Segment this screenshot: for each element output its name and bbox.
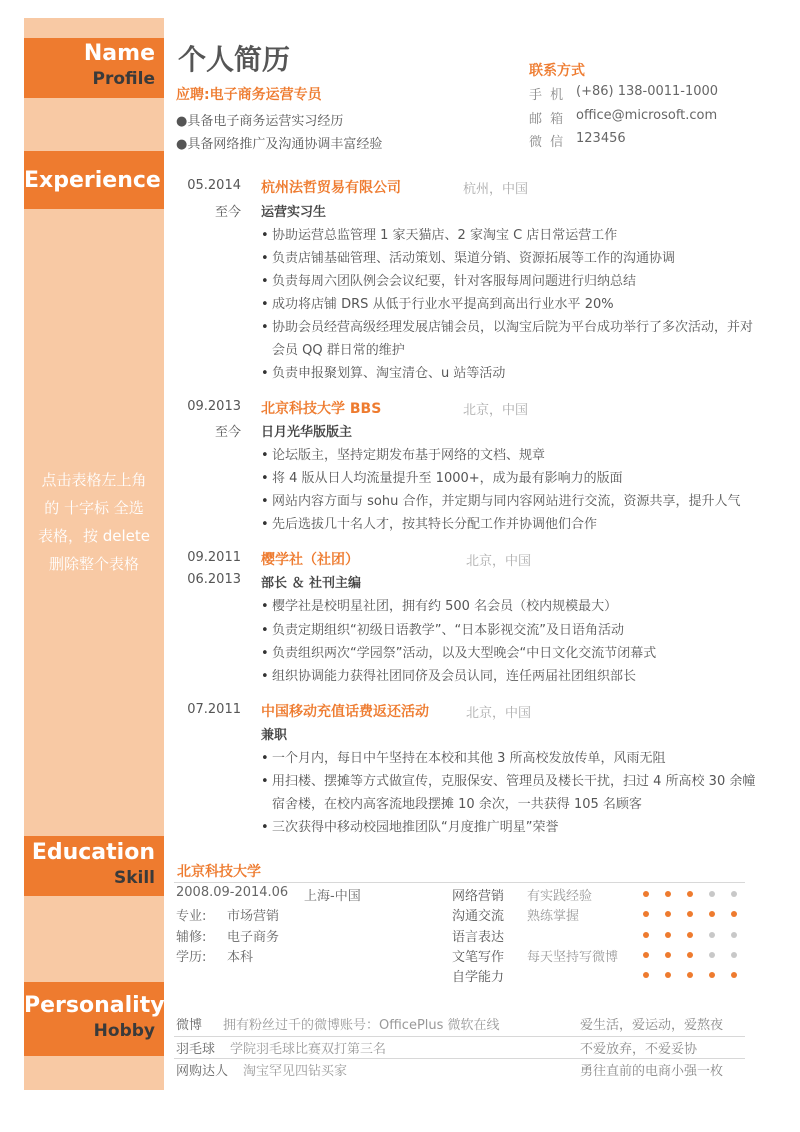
page-title: 个人简历	[178, 43, 291, 76]
divider	[174, 1036, 745, 1037]
experience-role: 日月光华版版主	[261, 425, 353, 440]
experience-end-date: 06.2013	[187, 572, 241, 587]
experience-location: 北京，中国	[466, 706, 532, 721]
skill-dot-filled	[665, 952, 671, 958]
experience-bullet: • 一个月内，每日中午坚持在本校和其他 3 所高校发放传单，风雨无阻	[261, 747, 666, 766]
skill-dot-filled	[687, 952, 693, 958]
experience-company: 北京科技大学 BBS	[261, 401, 382, 417]
experience-start-date: 09.2013	[187, 399, 241, 414]
skill-name: 自学能力	[452, 970, 505, 985]
hobby-name: 网购达人	[176, 1064, 229, 1079]
sidebar-note-line: 点击表格左上角	[41, 471, 147, 489]
skill-dot-filled	[687, 891, 693, 897]
section-profile-label	[24, 38, 164, 98]
experience-bullet: • 负责店铺基础管理、活动策划、渠道分销、资源拓展等工作的沟通协调	[261, 247, 675, 266]
education-value: 本科	[227, 950, 254, 965]
hobby-desc: 拥有粉丝过千的微博账号：OfficePlus 微软在线	[223, 1018, 500, 1033]
skill-name: 沟通交流	[452, 909, 505, 924]
section-title-name: Name	[83, 41, 155, 66]
experience-bullet: • 负责申报聚划算、淘宝清仓、u 站等活动	[261, 362, 505, 381]
personality-trait: 不爱放弃，不爱妥协	[580, 1042, 698, 1057]
section-subtitle-skill: Skill	[113, 868, 155, 888]
experience-start-date: 05.2014	[187, 178, 241, 193]
sidebar-note-line: 表格，按 delete	[37, 527, 151, 545]
experience-start-date: 07.2011	[187, 702, 241, 717]
experience-location: 杭州，中国	[463, 182, 529, 197]
contact-label-email: 邮 箱	[529, 112, 566, 127]
skill-dot-filled	[731, 972, 737, 978]
experience-bullet: • 论坛版主，坚持定期发布基于网络的文档、规章	[261, 444, 545, 463]
experience-bullet: • 将 4 版从日人均流量提升至 1000+，成为最有影响力的版面	[261, 467, 623, 486]
experience-bullet: • 负责每周六团队例会会议纪要，针对客服每周问题进行归纳总结	[261, 270, 636, 289]
skill-desc: 有实践经验	[527, 889, 593, 904]
highlight-text: 具备网络推广及沟通协调丰富经验	[187, 137, 383, 152]
highlight-item: ●具备电子商务运营实习经历	[176, 114, 344, 129]
skill-dot-empty	[731, 952, 737, 958]
skill-dot-filled	[643, 891, 649, 897]
skill-desc: 每天坚持写微博	[527, 950, 619, 965]
education-value: 电子商务	[227, 930, 280, 945]
experience-bullet: • 用扫楼、摆摊等方式做宣传，克服保安、管理员及楼长干扰，扫过 4 所高校 30 余幢	[261, 770, 755, 789]
skill-dot-filled	[665, 911, 671, 917]
skill-dot-filled	[709, 911, 715, 917]
education-period: 2008.09-2014.06	[176, 885, 289, 900]
skill-dot-filled	[687, 932, 693, 938]
contact-wechat: 123456	[576, 131, 626, 146]
section-title-experience: Experience	[24, 168, 161, 193]
contact-title: 联系方式	[529, 63, 585, 79]
experience-bullet: • 协助会员经营高级经理发展店铺会员，以淘宝后院为平台成功举行了多次活动，并对	[261, 316, 753, 335]
skill-dot-empty	[731, 932, 737, 938]
skill-dot-empty	[709, 952, 715, 958]
contact-email: office@microsoft.com	[576, 108, 718, 123]
skill-dot-filled	[665, 932, 671, 938]
skill-dot-empty	[731, 891, 737, 897]
personality-trait: 勇往直前的电商小强一枚	[580, 1064, 724, 1079]
skill-dot-filled	[709, 972, 715, 978]
experience-company: 中国移动充值话费返还活动	[261, 704, 429, 720]
experience-bullet: • 协助运营总监管理 1 家天猫店、2 家淘宝 C 店日常运营工作	[261, 224, 617, 243]
experience-company: 杭州法哲贸易有限公司	[261, 180, 401, 196]
skill-dot-filled	[643, 972, 649, 978]
section-personality-label	[24, 982, 164, 1056]
skill-dot-filled	[665, 972, 671, 978]
experience-bullet: • 组织协调能力获得社团同侪及会员认同，连任两届社团组织部长	[261, 665, 636, 684]
hobby-desc: 学院羽毛球比赛双打第三名	[230, 1042, 387, 1057]
section-subtitle-profile: Profile	[92, 69, 155, 89]
skill-desc: 熟练掌握	[527, 909, 580, 924]
experience-bullet: • 网站内容方面与 sohu 合作，并定期与同内容网站进行交流，资源共享，提升人气	[261, 490, 740, 509]
section-title-education: Education	[31, 840, 155, 865]
experience-end-date: 至今	[214, 205, 241, 220]
experience-role: 部长 ＆ 社刊主编	[261, 576, 362, 591]
skill-dot-filled	[665, 891, 671, 897]
highlight-text: 具备电子商务运营实习经历	[187, 114, 344, 129]
skill-dot-filled	[643, 911, 649, 917]
education-place: 上海-中国	[304, 889, 361, 904]
skill-dot-filled	[643, 952, 649, 958]
experience-company: 樱学社（社团）	[261, 552, 359, 568]
sidebar-note-line: 的 十字标 全选	[44, 499, 144, 517]
skill-dot-empty	[709, 932, 715, 938]
skill-dot-filled	[731, 911, 737, 917]
experience-location: 北京，中国	[466, 554, 532, 569]
experience-role: 兼职	[261, 728, 288, 743]
skill-dot-filled	[643, 932, 649, 938]
skill-dot-filled	[687, 972, 693, 978]
education-value: 市场营销	[227, 909, 280, 924]
section-education-label	[24, 836, 164, 896]
experience-end-date: 至今	[214, 425, 241, 440]
hobby-name: 羽毛球	[176, 1042, 216, 1057]
personality-trait: 爱生活，爱运动，爱熬夜	[580, 1018, 724, 1033]
contact-label-phone: 手 机	[529, 88, 566, 103]
highlight-item: ●具备网络推广及沟通协调丰富经验	[176, 137, 383, 152]
skill-name: 文笔写作	[452, 950, 505, 965]
education-label: 专业:	[176, 909, 207, 924]
experience-bullet: • 三次获得中移动校园地推团队“月度推广明星”荣誉	[261, 816, 558, 835]
skill-name: 语言表达	[452, 930, 505, 945]
contact-phone: (+86) 138-0011-1000	[576, 84, 719, 99]
experience-bullet: • 负责定期组织“初级日语教学”、“日本影视交流”及日语角活动	[261, 619, 624, 638]
contact-label-wechat: 微 信	[529, 135, 566, 150]
skill-dot-filled	[687, 911, 693, 917]
experience-bullet-continued: 宿舍楼，在校内高客流地段摆摊 10 余次，一共获得 105 名顾客	[272, 797, 642, 812]
experience-bullet: • 樱学社是校明星社团，拥有约 500 名会员（校内规模最大）	[261, 595, 617, 614]
sidebar-note-line: 删除整个表格	[48, 555, 139, 573]
experience-bullet: • 成功将店铺 DRS 从低于行业水平提高到高出行业水平 20%	[261, 293, 614, 312]
section-subtitle-hobby: Hobby	[93, 1021, 155, 1041]
experience-role: 运营实习生	[261, 205, 327, 220]
education-label: 学历:	[176, 950, 207, 965]
experience-start-date: 09.2011	[187, 550, 241, 565]
hobby-desc: 淘宝罕见四钻买家	[243, 1064, 348, 1079]
section-title-personality: Personality	[24, 993, 165, 1018]
hobby-name: 微博	[176, 1018, 203, 1033]
experience-location: 北京，中国	[463, 403, 529, 418]
education-label: 辅修:	[176, 930, 207, 945]
experience-bullet-continued: 会员 QQ 群日常的维护	[272, 343, 405, 358]
skill-name: 网络营销	[452, 889, 505, 904]
divider	[174, 1058, 745, 1059]
experience-bullet: • 负责组织两次“学园祭”活动，以及大型晚会“中日文化交流节闭幕式	[261, 642, 656, 661]
skill-dot-empty	[709, 891, 715, 897]
experience-bullet: • 先后选拔几十名人才，按其特长分配工作并协调他们合作	[261, 513, 597, 532]
apply-position: 应聘:电子商务运营专员	[176, 87, 322, 103]
education-school: 北京科技大学	[177, 864, 261, 880]
divider	[174, 882, 745, 883]
